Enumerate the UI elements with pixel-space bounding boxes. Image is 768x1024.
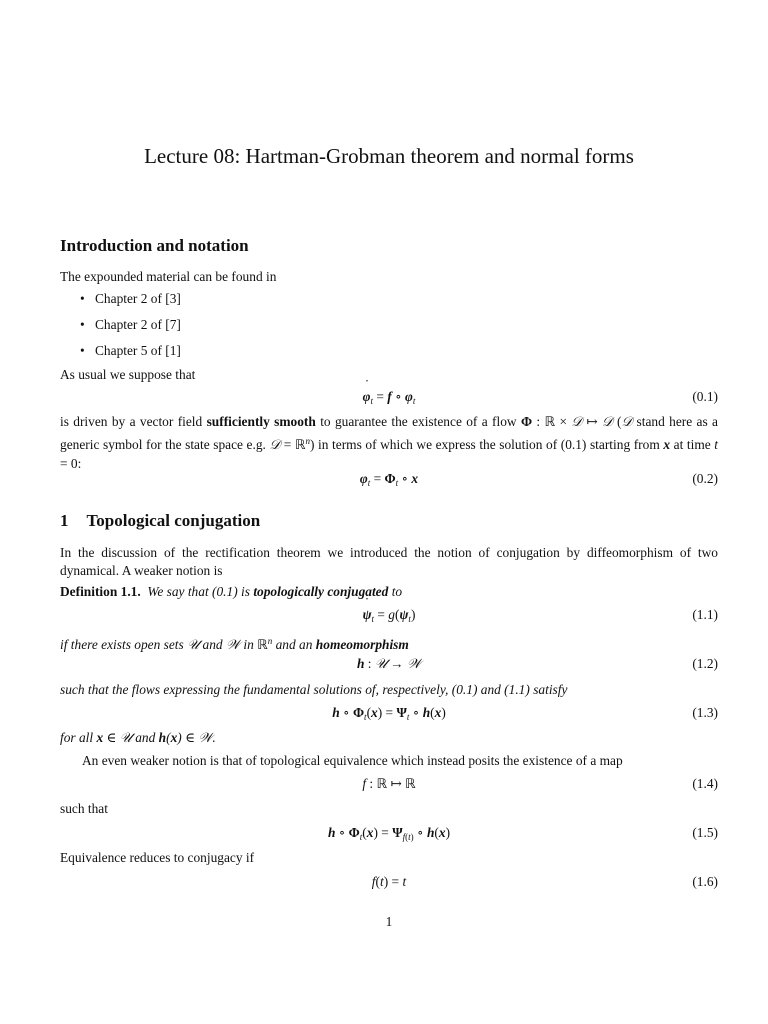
equivalence-text: Equivalence reduces to conjugacy if <box>60 850 255 865</box>
page-title: Lecture 08: Hartman-Grobman theorem and normal forms <box>144 144 634 168</box>
section-title: Topological conjugation <box>86 511 261 530</box>
equation-formula: h ∘ $\Phi_t(x) = \Psi_{f(t)}$ ∘ h(x) <box>327 825 451 842</box>
equation-formula: ˙ $\psi_t = g(\psi_t)$ <box>60 607 718 624</box>
list-item: • Chapter 2 of [7] <box>80 317 181 332</box>
for-all-text: for all x ∈ 𝒰 and h(x) ∈ 𝒲. <box>60 730 216 746</box>
definition-1-1: Definition 1.1. We say that (0.1) is topologically conjugated to <box>60 584 403 599</box>
section-heading <box>60 511 260 531</box>
page-number: 1 <box>385 914 393 929</box>
equation-1-1 <box>60 607 718 627</box>
list-item: • Chapter 5 of [1] <box>80 343 181 358</box>
equation-number: (0.1) <box>692 389 718 404</box>
equation-formula: h ∘ $\Phi_t(x) = \Psi_t$ ∘ h(x) <box>332 705 446 722</box>
bullet-icon: • <box>80 291 85 306</box>
such-that-text: such that <box>60 801 108 816</box>
equation-1-6 <box>60 874 718 894</box>
equation-0-1 <box>60 389 718 409</box>
equation-number: (1.1) <box>692 607 718 622</box>
equation-1-5 <box>60 825 718 845</box>
intro-lead: The expounded material can be found in <box>60 269 277 284</box>
equation-formula: f(t) = t <box>371 874 407 889</box>
equation-number: (1.2) <box>692 656 718 671</box>
equation-1-3 <box>60 705 718 725</box>
list-item: • Chapter 2 of [3] <box>80 291 181 306</box>
equation-number: (1.6) <box>692 874 718 889</box>
equation-number: (0.2) <box>692 471 718 486</box>
definition-condition: if there exists open sets 𝒰 and 𝒲 in ℝ$^n$ and an homeomorphism <box>60 636 409 653</box>
equation-number: (1.5) <box>692 825 718 840</box>
equation-number: (1.4) <box>692 776 718 791</box>
equation-1-4 <box>60 776 718 796</box>
flows-condition-text: such that the flows expressing the fundamental solutions of, respectively, (0.1) and (1.1) satisfy <box>60 682 568 697</box>
intro-heading: Introduction and notation <box>60 236 249 255</box>
bullet-icon: • <box>80 343 85 358</box>
equation-0-2 <box>60 471 718 491</box>
equation-number: (1.3) <box>692 705 718 720</box>
equation-formula: ˙ $\varphi_t = f$ ∘ $\varphi_t$ <box>60 389 718 406</box>
equation-formula: h : 𝒰 → 𝒲 <box>356 656 422 672</box>
paragraph-conjugation: In the discussion of the rectification theorem we introduced the notion of conjugation by diffeomorphism of two dynamical. A weaker notion is <box>60 545 718 578</box>
as-usual-text: As usual we suppose that <box>60 367 196 382</box>
equation-formula: f : ℝ ↦ ℝ <box>362 776 416 792</box>
equation-1-2 <box>60 656 718 676</box>
weaker-notion-text: An even weaker notion is that of topological equivalence which instead posits the existence of a map <box>82 753 623 768</box>
bullet-icon: • <box>80 317 85 332</box>
paragraph-vector-field: is driven by a vector field sufficiently smooth to guarantee the existence of a flow Φ : ℝ × 𝒟 ↦ 𝒟 (𝒟 stand here as a generic symbol for the state space e.g. 𝒟 = ℝ$^n$) in terms of which we express the solution of (0.1) starting from x at time t = 0: <box>60 414 719 471</box>
equation-formula: $\varphi_t = \Phi_t$ ∘ x <box>359 471 419 488</box>
section-number: 1 <box>60 511 69 530</box>
